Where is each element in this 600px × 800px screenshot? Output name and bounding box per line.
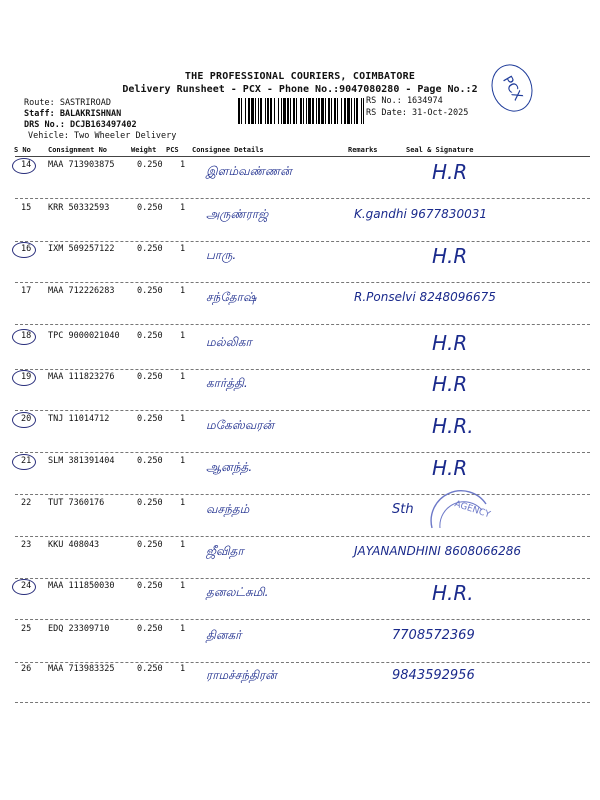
row-divider [15, 198, 590, 199]
row-signature: 7708572369 [392, 628, 475, 643]
agency-stamp [424, 488, 494, 530]
row-consignment-no: MAA 713903875 [48, 160, 115, 170]
row-pcs: 1 [180, 203, 186, 213]
row-sno: 24 [21, 581, 32, 591]
row-divider [15, 241, 590, 242]
row-handwritten-consignee: தினகர் [206, 628, 242, 642]
row-signature: 9843592956 [392, 668, 475, 683]
row-signature: H.R [432, 331, 468, 355]
company-title: THE PROFESSIONAL COURIERS, COIMBATORE [184, 71, 416, 82]
row-handwritten-consignee: மல்லிகா [206, 335, 252, 349]
col-pcs: PCS [166, 146, 179, 154]
row-consignment-no: IXM 509257122 [48, 244, 115, 254]
row-consignment-no: MAA 712226283 [48, 286, 115, 296]
row-consignment-no: EDQ 23309710 [48, 624, 110, 634]
row-weight: 0.250 [137, 372, 163, 382]
row-weight: 0.250 [137, 664, 163, 674]
row-sno: 15 [21, 203, 32, 213]
row-divider [15, 702, 590, 703]
staff-label: Staff: BALAKRISHNAN [24, 109, 122, 119]
row-signature: JAYANANDHINI 8608066286 [354, 544, 521, 558]
row-weight: 0.250 [137, 581, 163, 591]
row-divider [15, 369, 590, 370]
row-pcs: 1 [180, 581, 186, 591]
row-pcs: 1 [180, 331, 186, 341]
row-pcs: 1 [180, 456, 186, 466]
row-divider [15, 578, 590, 579]
row-consignment-no: SLM 381391404 [48, 456, 115, 466]
row-pcs: 1 [180, 244, 186, 254]
row-pcs: 1 [180, 624, 186, 634]
col-consignee: Consignee Details [192, 146, 264, 154]
row-weight: 0.250 [137, 540, 163, 550]
pcx-stamp-text: PCX [499, 73, 525, 103]
row-weight: 0.250 [137, 244, 163, 254]
row-sno: 23 [21, 540, 32, 550]
barcode [238, 98, 364, 124]
agency-stamp-text: AGENCY [453, 499, 492, 521]
row-sno: 16 [21, 244, 32, 254]
header-rule [15, 156, 590, 157]
row-consignment-no: KKU 408043 [48, 540, 100, 550]
row-handwritten-consignee: தனலட்சுமி. [206, 585, 269, 599]
row-consignment-no: TUT 7360176 [48, 498, 105, 508]
row-signature: H.R [432, 244, 468, 268]
row-divider [15, 536, 590, 537]
row-divider [15, 619, 590, 620]
row-pcs: 1 [180, 540, 186, 550]
row-pcs: 1 [180, 664, 186, 674]
row-consignment-no: KRR 50332593 [48, 203, 110, 213]
rs-date: RS Date: 31-Oct-2025 [366, 108, 469, 118]
row-consignment-no: MAA 111850030 [48, 581, 115, 591]
col-remarks: Remarks [348, 146, 378, 154]
row-pcs: 1 [180, 498, 186, 508]
route-label: Route: SASTRIROAD [24, 98, 111, 108]
row-pcs: 1 [180, 160, 186, 170]
row-sno: 14 [21, 160, 32, 170]
row-divider [15, 324, 590, 325]
row-signature: H.R [432, 160, 468, 184]
row-pcs: 1 [180, 286, 186, 296]
runsheet-subtitle: Delivery Runsheet - PCX - Phone No.:9047080280 - Page No.:2 [122, 84, 478, 95]
row-signature: H.R [432, 372, 468, 396]
row-weight: 0.250 [137, 286, 163, 296]
row-weight: 0.250 [137, 456, 163, 466]
row-handwritten-consignee: வசந்தம் [206, 502, 250, 516]
drs-label: DRS No.: DCJB163497402 [24, 120, 137, 130]
row-pcs: 1 [180, 414, 186, 424]
row-pcs: 1 [180, 372, 186, 382]
row-sno: 25 [21, 624, 32, 634]
row-divider [15, 410, 590, 411]
row-signature: H.R. [432, 414, 474, 438]
col-weight: Weight [131, 146, 157, 154]
row-divider [15, 282, 590, 283]
row-handwritten-consignee: அருண்ராஜ் [206, 207, 269, 221]
row-weight: 0.250 [137, 624, 163, 634]
row-handwritten-consignee: ஜீவிதா [206, 544, 244, 558]
row-weight: 0.250 [137, 414, 163, 424]
col-seal-signature: Seal & Signature [406, 146, 474, 154]
row-signature: H.R. [432, 581, 474, 605]
row-sno: 19 [21, 372, 32, 382]
row-signature: H.R [432, 456, 468, 480]
row-sno: 26 [21, 664, 32, 674]
row-handwritten-consignee: ஆனந்த். [206, 460, 253, 474]
row-sno: 21 [21, 456, 32, 466]
row-handwritten-consignee: இளம்வண்ணன் [206, 164, 292, 178]
row-divider [15, 494, 590, 495]
row-sno: 20 [21, 414, 32, 424]
row-weight: 0.250 [137, 498, 163, 508]
row-handwritten-consignee: ராமச்சந்திரன் [206, 668, 277, 682]
row-handwritten-consignee: மகேஸ்வரன் [206, 418, 275, 432]
row-sno: 22 [21, 498, 32, 508]
row-weight: 0.250 [137, 160, 163, 170]
row-handwritten-consignee: கார்த்தி. [206, 376, 248, 390]
row-signature: Sth [392, 502, 414, 517]
vehicle-label: Vehicle: Two Wheeler Delivery [28, 131, 177, 141]
row-signature: K.gandhi 9677830031 [354, 207, 487, 221]
row-sno: 17 [21, 286, 32, 296]
row-weight: 0.250 [137, 331, 163, 341]
row-divider [15, 662, 590, 663]
rs-number: RS No.: 1634974 [366, 96, 443, 106]
row-consignment-no: MAA 111823276 [48, 372, 115, 382]
row-consignment-no: MAA 713983325 [48, 664, 115, 674]
row-weight: 0.250 [137, 203, 163, 213]
row-handwritten-consignee: பாரு. [206, 248, 237, 262]
row-signature: R.Ponselvi 8248096675 [354, 290, 496, 304]
row-consignment-no: TPC 9000021040 [48, 331, 120, 341]
row-consignment-no: TNJ 11014712 [48, 414, 110, 424]
row-sno: 18 [21, 331, 32, 341]
col-consignment: Consignment No [48, 146, 108, 154]
row-handwritten-consignee: சந்தோஷ் [206, 290, 257, 304]
row-divider [15, 452, 590, 453]
col-sno: S No [14, 146, 31, 154]
